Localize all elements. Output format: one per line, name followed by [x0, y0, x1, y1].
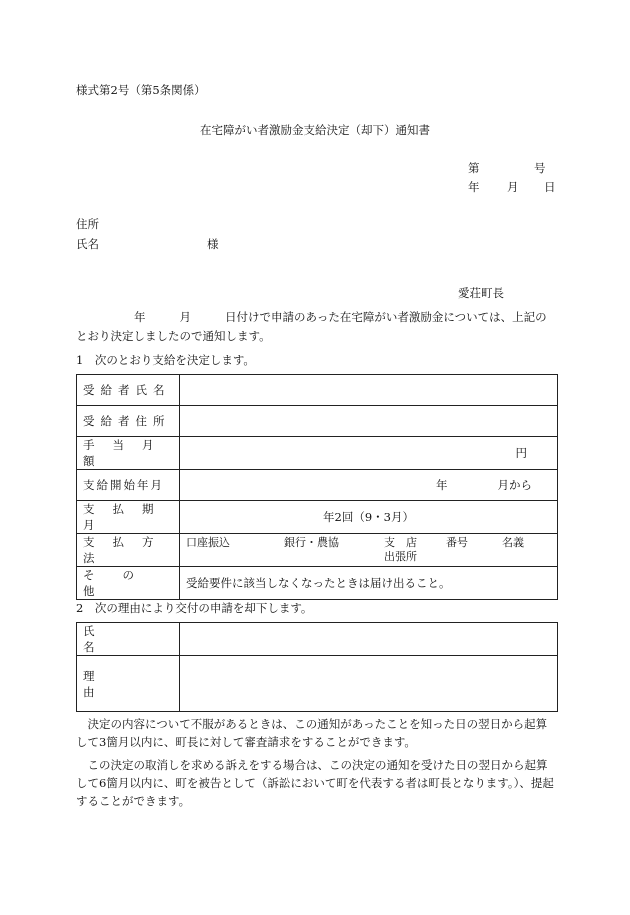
form-number: 様式第2号（第5条関係） [76, 83, 206, 97]
table-row [77, 470, 558, 501]
other-field: 受給要件に該当しなくなったときは届け出ること。 [180, 567, 558, 600]
table-row [77, 623, 558, 656]
body-text: 年 月 日付けで申請のあった在宅障がい者激励金については、上記のとおり決定しましたので通知します。 [76, 310, 547, 343]
document-title: 在宅障がい者激励金支給決定（却下）通知書 [200, 123, 430, 137]
honorific: 様 [207, 237, 219, 251]
name-line [76, 236, 219, 252]
table-row [77, 501, 558, 534]
recipient-name-field [180, 375, 558, 406]
appeal-notes [76, 715, 556, 815]
start-month-field: 年 月から [180, 470, 558, 501]
row-label: 支払方法 [77, 534, 180, 567]
payment-method-field: 口座振込 銀行・農協 支 店 出張所 番号 名義 [180, 534, 558, 567]
section1-heading: 1 次のとおり支給を決定します。 [76, 353, 255, 367]
table-row [77, 375, 558, 406]
name-label: 氏名 [76, 237, 99, 251]
row-label: その他 [77, 567, 180, 600]
table-row [77, 406, 558, 437]
row-label: 理由 [77, 656, 180, 712]
issuer: 愛荘町長 [458, 286, 504, 300]
table-row [77, 567, 558, 600]
rejection-table [76, 622, 558, 712]
rejected-name-field [180, 623, 558, 656]
table-row [77, 437, 558, 470]
row-label: 支給開始年月 [77, 470, 180, 501]
table-row [77, 534, 558, 567]
row-label: 氏名 [77, 623, 180, 656]
address-label: 住所 [76, 217, 99, 231]
note-paragraph: 決定の内容について不服があるときは、この通知があったことを知った日の翌日から起算して3箇月以内に、町長に対して審査請求をすることができます。 [76, 717, 548, 749]
row-label: 手当月額 [77, 437, 180, 470]
payment-months-field: 年2回（9・3月） [180, 501, 558, 534]
note-paragraph: この決定の取消しを求める訴えをする場合は、この決定の通知を受けた日の翌日から起算して6箇月以内に、町を被告として（訴訟において町を代表する者は町長となります。）、提起することができます。 [76, 758, 554, 808]
row-label: 受給者住所 [77, 406, 180, 437]
row-label: 受給者氏名 [77, 375, 180, 406]
document-number-date [468, 160, 556, 198]
approval-table [76, 374, 558, 600]
reason-field [180, 656, 558, 712]
recipient-address-field [180, 406, 558, 437]
document-date: 年 月 日 [468, 180, 556, 194]
row-label: 支払期月 [77, 501, 180, 534]
document-number: 第 号 [468, 161, 546, 175]
table-row [77, 656, 558, 712]
monthly-amount-field: 円 [180, 437, 558, 470]
section2-heading: 2 次の理由により交付の申請を却下します。 [76, 601, 313, 615]
